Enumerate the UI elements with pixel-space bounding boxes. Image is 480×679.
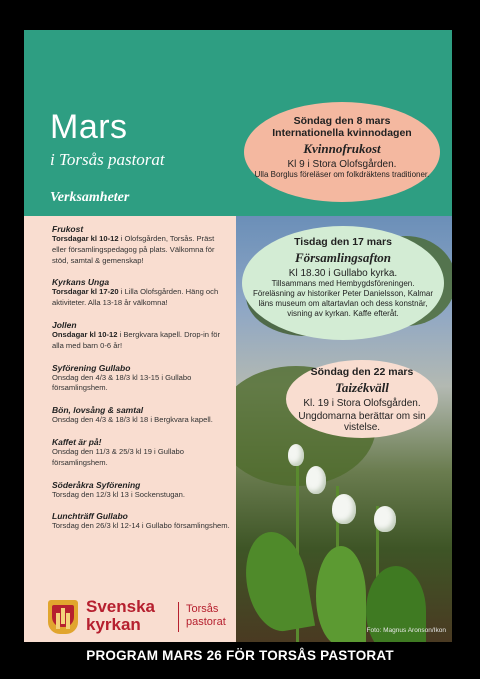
activity-text: Torsdag den 26/3 kl 12-14 i Gullabo församlingshem.: [52, 521, 230, 531]
svenska-kyrkan-logo: [48, 597, 238, 634]
leaf: [239, 527, 315, 636]
event-time-place: Kl 9 i Stora Olofsgården.: [287, 159, 397, 170]
logo-subtitle: [186, 603, 226, 629]
event-description: Tillsammans med Hembygdsföreningen. Föreläsning av historiker Peter Danielsson, Kalmar läns museum om altartavlan och dess konstnär, visning av kyrkan. Kaffe efteråt.: [252, 279, 434, 318]
event-description: Ulla Borglus föreläser om folkdräktens traditioner.: [254, 170, 430, 179]
list-item: [52, 480, 230, 501]
event-occasion: Internationella kvinnodagen: [272, 127, 412, 139]
logo-divider: [178, 602, 179, 632]
snowdrop-flower: [288, 444, 304, 466]
activity-text: Onsdag den 11/3 & 25/3 kl 19 i Gullabo församlingshem.: [52, 446, 184, 467]
logo-sub-line: pastorat: [186, 616, 226, 628]
activity-title: Söderåkra Syförening: [52, 479, 141, 490]
snowdrop-flower: [332, 494, 356, 524]
activity-details: [52, 287, 230, 309]
event-time-place: Kl. 19 i Stora Olofsgården.: [303, 398, 421, 409]
event-name: Kvinnofrukost: [303, 141, 381, 156]
list-item: [52, 224, 230, 266]
activity-text: Onsdag den 4/3 & 18/3 kl 18 i Bergkvara kapell.: [52, 415, 213, 425]
list-item: [52, 437, 230, 469]
event-taizekvall: [286, 360, 438, 438]
program-poster: [24, 30, 452, 642]
activity-details: [52, 234, 230, 266]
list-item: [52, 363, 230, 395]
activity-title: Bön, lovsång & samtal: [52, 405, 144, 416]
event-forsamlingsafton: [242, 226, 444, 340]
snowdrop-flower: [374, 506, 396, 532]
event-time-place: Kl 18.30 i Gullabo kyrka.: [288, 268, 398, 279]
logo-wordmark: [86, 598, 155, 634]
event-date: Söndag den 22 mars: [310, 366, 414, 378]
activity-when: Onsdagar kl 10-12: [52, 329, 118, 339]
event-date: Söndag den 8 mars: [293, 115, 391, 127]
activity-text: Onsdag den 4/3 & 18/3 kl 13-15 i Gullabo församlingshem.: [52, 372, 192, 393]
activity-list: [52, 224, 230, 543]
logo-line: kyrkan: [86, 615, 141, 634]
activity-text: i Bergkvara kapell. Drop-in för alla med barn 0-6 år!: [52, 329, 220, 350]
section-heading: Verksamheter: [50, 190, 130, 205]
activity-text: i Olofsgården, Torsås. Präst eller församlingspedagog på plats. Välkomna för stöd, samtal & gemenskap!: [52, 234, 215, 265]
page-title: Mars: [50, 108, 128, 146]
activity-title: Kyrkans Unga: [52, 277, 110, 288]
activity-title: Frukost: [52, 224, 84, 234]
snowdrop-flower: [306, 466, 326, 494]
activity-title: Lunchträff Gullabo: [52, 511, 128, 522]
logo-line: Svenska: [86, 597, 155, 616]
leaf: [316, 546, 366, 642]
footer-caption: PROGRAM MARS 26 FÖR TORSÅS PASTORAT: [86, 648, 394, 663]
activity-when: Torsdagar kl 17-20: [52, 287, 119, 297]
activity-when: Torsdagar kl 10-12: [52, 234, 119, 243]
activity-text: Torsdag den 12/3 kl 13 i Sockenstugan.: [52, 489, 185, 499]
activity-title: Kaffet är på!: [52, 436, 102, 447]
activity-details: [52, 330, 230, 352]
crest-icon: [48, 600, 78, 634]
activity-title: Syförening Gullabo: [52, 362, 131, 373]
list-item: [52, 277, 230, 309]
list-item: [52, 511, 230, 532]
event-name: Församlingsafton: [294, 250, 392, 265]
activity-title: Jollen: [52, 319, 77, 330]
page-subtitle: i Torsås pastorat: [50, 150, 165, 169]
activity-text: i Lilla Olofsgården. Häng och aktiviteter. Alla 13-18 år välkomna!: [52, 287, 219, 308]
event-description: Ungdomarna berättar om sin vistelse.: [298, 411, 426, 433]
logo-sub-line: Torsås: [186, 603, 219, 615]
event-date: Tisdag den 17 mars: [294, 236, 392, 248]
event-kvinnofrukost: [244, 102, 440, 202]
list-item: [52, 320, 230, 352]
event-name: Taizékväll: [335, 380, 389, 395]
list-item: [52, 405, 230, 426]
photo-credit: Foto: Magnus Aronson/Ikon: [366, 627, 446, 634]
